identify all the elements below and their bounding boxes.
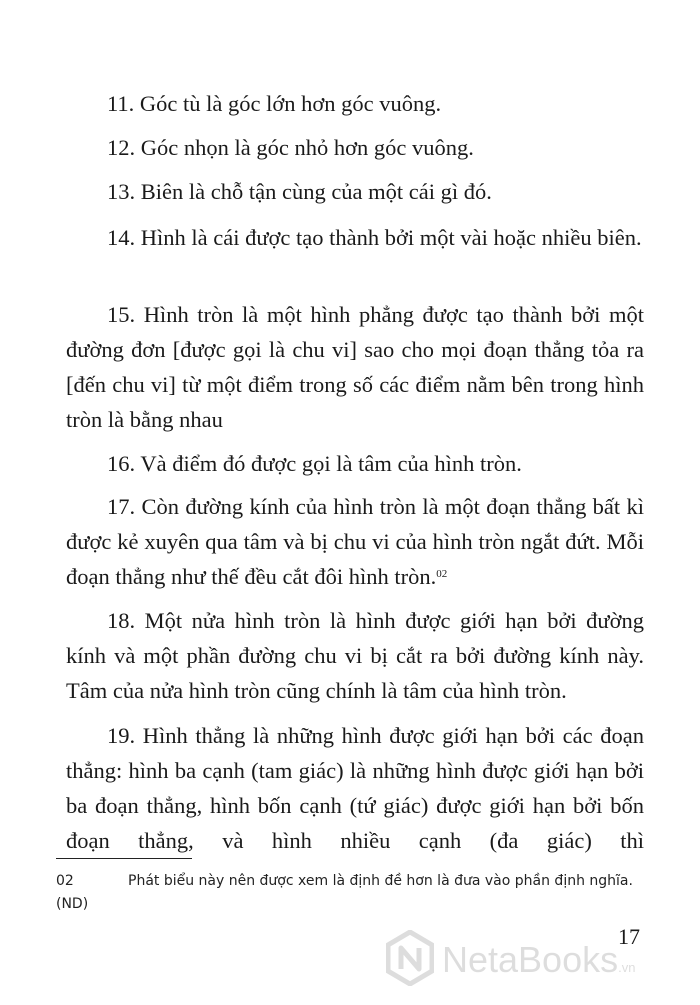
paragraph-18: 18. Một nửa hình tròn là hình được giới hạn bởi đường kính và một phần đường chu vi bị cắt ra bởi đường kính này. Tâm của nửa hình tròn cũng chính là tâm của hình tròn.: [66, 608, 644, 703]
paragraph-16: 16. Và điểm đó được gọi là tâm của hình tròn.: [107, 451, 522, 476]
netabooks-logo-icon: [386, 930, 434, 986]
page-number: 17: [618, 924, 640, 949]
paragraph-17: 17. Còn đường kính của hình tròn là một đoạn thẳng bất kì được kẻ xuyên qua tâm và bị chu vi của hình tròn ngắt đứt. Mỗi đoạn thẳng như thế đều cắt đôi hình tròn.$^{02}$: [66, 494, 644, 589]
footnote-number: 02: [56, 873, 74, 889]
footnote-divider: [56, 858, 192, 859]
footnote: [56, 870, 646, 916]
footnote-text: Phát biểu này nên được xem là định đề hơn là đưa vào phần định nghĩa. (ND): [56, 873, 633, 912]
footnote-reference: 02: [436, 568, 448, 580]
watermark-brand: NetaBooks.vn: [442, 939, 636, 980]
paragraph-12: 12. Góc nhọn là góc nhỏ hơn góc vuông.: [107, 135, 474, 160]
paragraph-15: 15. Hình tròn là một hình phẳng được tạo thành bởi một đường đơn [được gọi là chu vi] sao cho mọi đoạn thẳng tỏa ra [đến chu vi] từ một điểm trong số các điểm nằm bên trong hình tròn là bằng nhau: [66, 302, 644, 432]
paragraph-11: 11. Góc tù là góc lớn hơn góc vuông.: [107, 91, 442, 116]
paragraph-13: 13. Biên là chỗ tận cùng của một cái gì đó.: [107, 179, 492, 204]
paragraph-19: 19. Hình thẳng là những hình được giới hạn bởi các đoạn thẳng: hình ba cạnh (tam giác) là những hình được giới hạn bởi ba đoạn thẳng, hình bốn cạnh (tứ giác) được giới hạn bởi bốn đoạn thẳng, và hình nhiều cạnh (đa giác) thì: [66, 723, 644, 853]
watermark: [386, 930, 686, 990]
paragraph-14: 14. Hình là cái được tạo thành bởi một vài hoặc nhiều biên.: [107, 225, 642, 250]
